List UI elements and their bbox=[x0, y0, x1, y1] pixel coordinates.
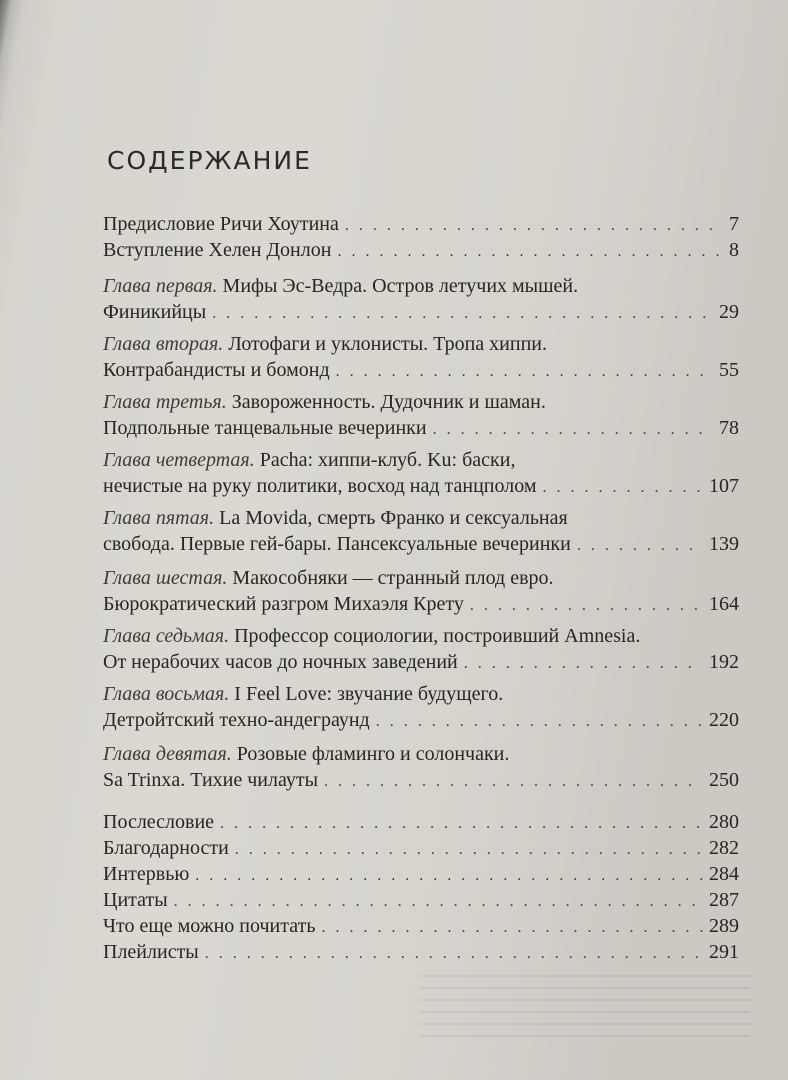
leader-dots bbox=[376, 707, 703, 737]
chapter-title: Лотофаги и уклонисты. Тропа хиппи. bbox=[223, 333, 547, 355]
chapter-title: Профессор социологии, построивший Amnesia. bbox=[229, 625, 641, 647]
toc-entry-introduction bbox=[103, 235, 739, 265]
toc-chapter-1-line-2 bbox=[103, 297, 739, 327]
entry-title: Предисловие Ричи Хоутина bbox=[103, 213, 339, 235]
page-number: 7 bbox=[729, 213, 739, 235]
toc-entry-playlists bbox=[103, 937, 739, 967]
chapter-label: Глава третья. bbox=[103, 391, 227, 413]
leader-dots bbox=[470, 591, 703, 621]
chapter-title-cont: Sa Trinxa. Тихие чилауты bbox=[103, 769, 319, 791]
chapter-title-cont: нечистые на руку политики, восход над танцполом bbox=[103, 475, 537, 497]
toc-chapter-4-line-2 bbox=[103, 471, 739, 501]
leader-dots bbox=[324, 767, 703, 797]
page-number: 8 bbox=[729, 239, 739, 261]
page-number: 284 bbox=[709, 863, 739, 885]
chapter-title-cont: Контрабандисты и бомонд bbox=[103, 359, 330, 381]
chapter-label: Глава четвертая. bbox=[103, 449, 255, 471]
chapter-title: Завороженность. Дудочник и шаман. bbox=[226, 391, 546, 413]
page-number: 291 bbox=[709, 941, 739, 963]
page-number: 289 bbox=[709, 915, 739, 937]
page-number: 250 bbox=[709, 769, 739, 791]
chapter-label: Глава девятая. bbox=[103, 743, 232, 765]
page-number: 55 bbox=[719, 359, 739, 381]
chapter-title-cont: Бюрократический разгром Михаэля Крету bbox=[103, 593, 464, 615]
chapter-title-cont: Финикийцы bbox=[103, 301, 207, 323]
page-number: 139 bbox=[709, 533, 739, 555]
chapter-title: Pacha: хиппи-клуб. Ku: баски, bbox=[254, 449, 516, 471]
entry-title: Интервью bbox=[103, 863, 190, 885]
leader-dots bbox=[577, 531, 703, 561]
entry-title: Благодарности bbox=[103, 837, 229, 859]
chapter-title: Розовые фламинго и солончаки. bbox=[231, 743, 510, 765]
chapter-title: La Movida, смерть Франко и сексуальная bbox=[214, 507, 568, 529]
page-number: 192 bbox=[709, 651, 739, 673]
entry-title: Послесловие bbox=[103, 811, 215, 833]
contents-heading: СОДЕРЖАНИЕ bbox=[107, 146, 312, 175]
chapter-label: Глава первая. bbox=[103, 275, 218, 297]
page-number: 107 bbox=[709, 475, 739, 497]
chapter-title-cont: свобода. Первые гей-бары. Пансексуальные вечеринки bbox=[103, 533, 571, 555]
entry-title: Что еще можно почитать bbox=[103, 915, 316, 937]
toc-chapter-6-line-2 bbox=[103, 589, 739, 619]
toc-chapter-2-line-2 bbox=[103, 355, 739, 385]
toc-chapter-3-line-2 bbox=[103, 413, 739, 443]
leader-dots bbox=[464, 649, 703, 679]
chapter-title-cont: Подпольные танцевальные вечеринки bbox=[103, 417, 427, 439]
chapter-label: Глава седьмая. bbox=[103, 625, 230, 647]
leader-dots bbox=[212, 299, 713, 329]
toc-chapter-8-line-2 bbox=[103, 705, 739, 735]
leader-dots bbox=[205, 939, 703, 969]
page-number: 78 bbox=[719, 417, 739, 439]
bleed-through-text bbox=[420, 975, 750, 1045]
leader-dots bbox=[433, 415, 713, 445]
page-number: 29 bbox=[719, 301, 739, 323]
entry-title: Цитаты bbox=[103, 889, 168, 911]
chapter-title-cont: От нерабочих часов до ночных заведений bbox=[103, 651, 458, 673]
leader-dots bbox=[336, 357, 713, 387]
page-number: 220 bbox=[709, 709, 739, 731]
toc-chapter-9-line-2 bbox=[103, 765, 739, 795]
entry-title: Плейлисты bbox=[103, 941, 199, 963]
page-number: 282 bbox=[709, 837, 739, 859]
page-number: 164 bbox=[709, 593, 739, 615]
chapter-label: Глава шестая. bbox=[103, 567, 228, 589]
leader-dots bbox=[337, 237, 723, 267]
entry-title: Вступление Хелен Донлон bbox=[103, 239, 332, 261]
chapter-title-cont: Детройтский техно-андеграунд bbox=[103, 709, 370, 731]
chapter-label: Глава вторая. bbox=[103, 333, 224, 355]
page-number: 287 bbox=[709, 889, 739, 911]
chapter-label: Глава восьмая. bbox=[103, 683, 230, 705]
toc-chapter-7-line-2 bbox=[103, 647, 739, 677]
toc-chapter-5-line-2 bbox=[103, 529, 739, 559]
chapter-title: I Feel Love: звучание будущего. bbox=[229, 683, 504, 705]
page-number: 280 bbox=[709, 811, 739, 833]
chapter-label: Глава пятая. bbox=[103, 507, 215, 529]
chapter-title: Макособняки — странный плод евро. bbox=[227, 567, 554, 589]
leader-dots bbox=[543, 473, 704, 503]
chapter-title: Мифы Эс-Ведра. Остров летучих мышей. bbox=[217, 275, 579, 297]
